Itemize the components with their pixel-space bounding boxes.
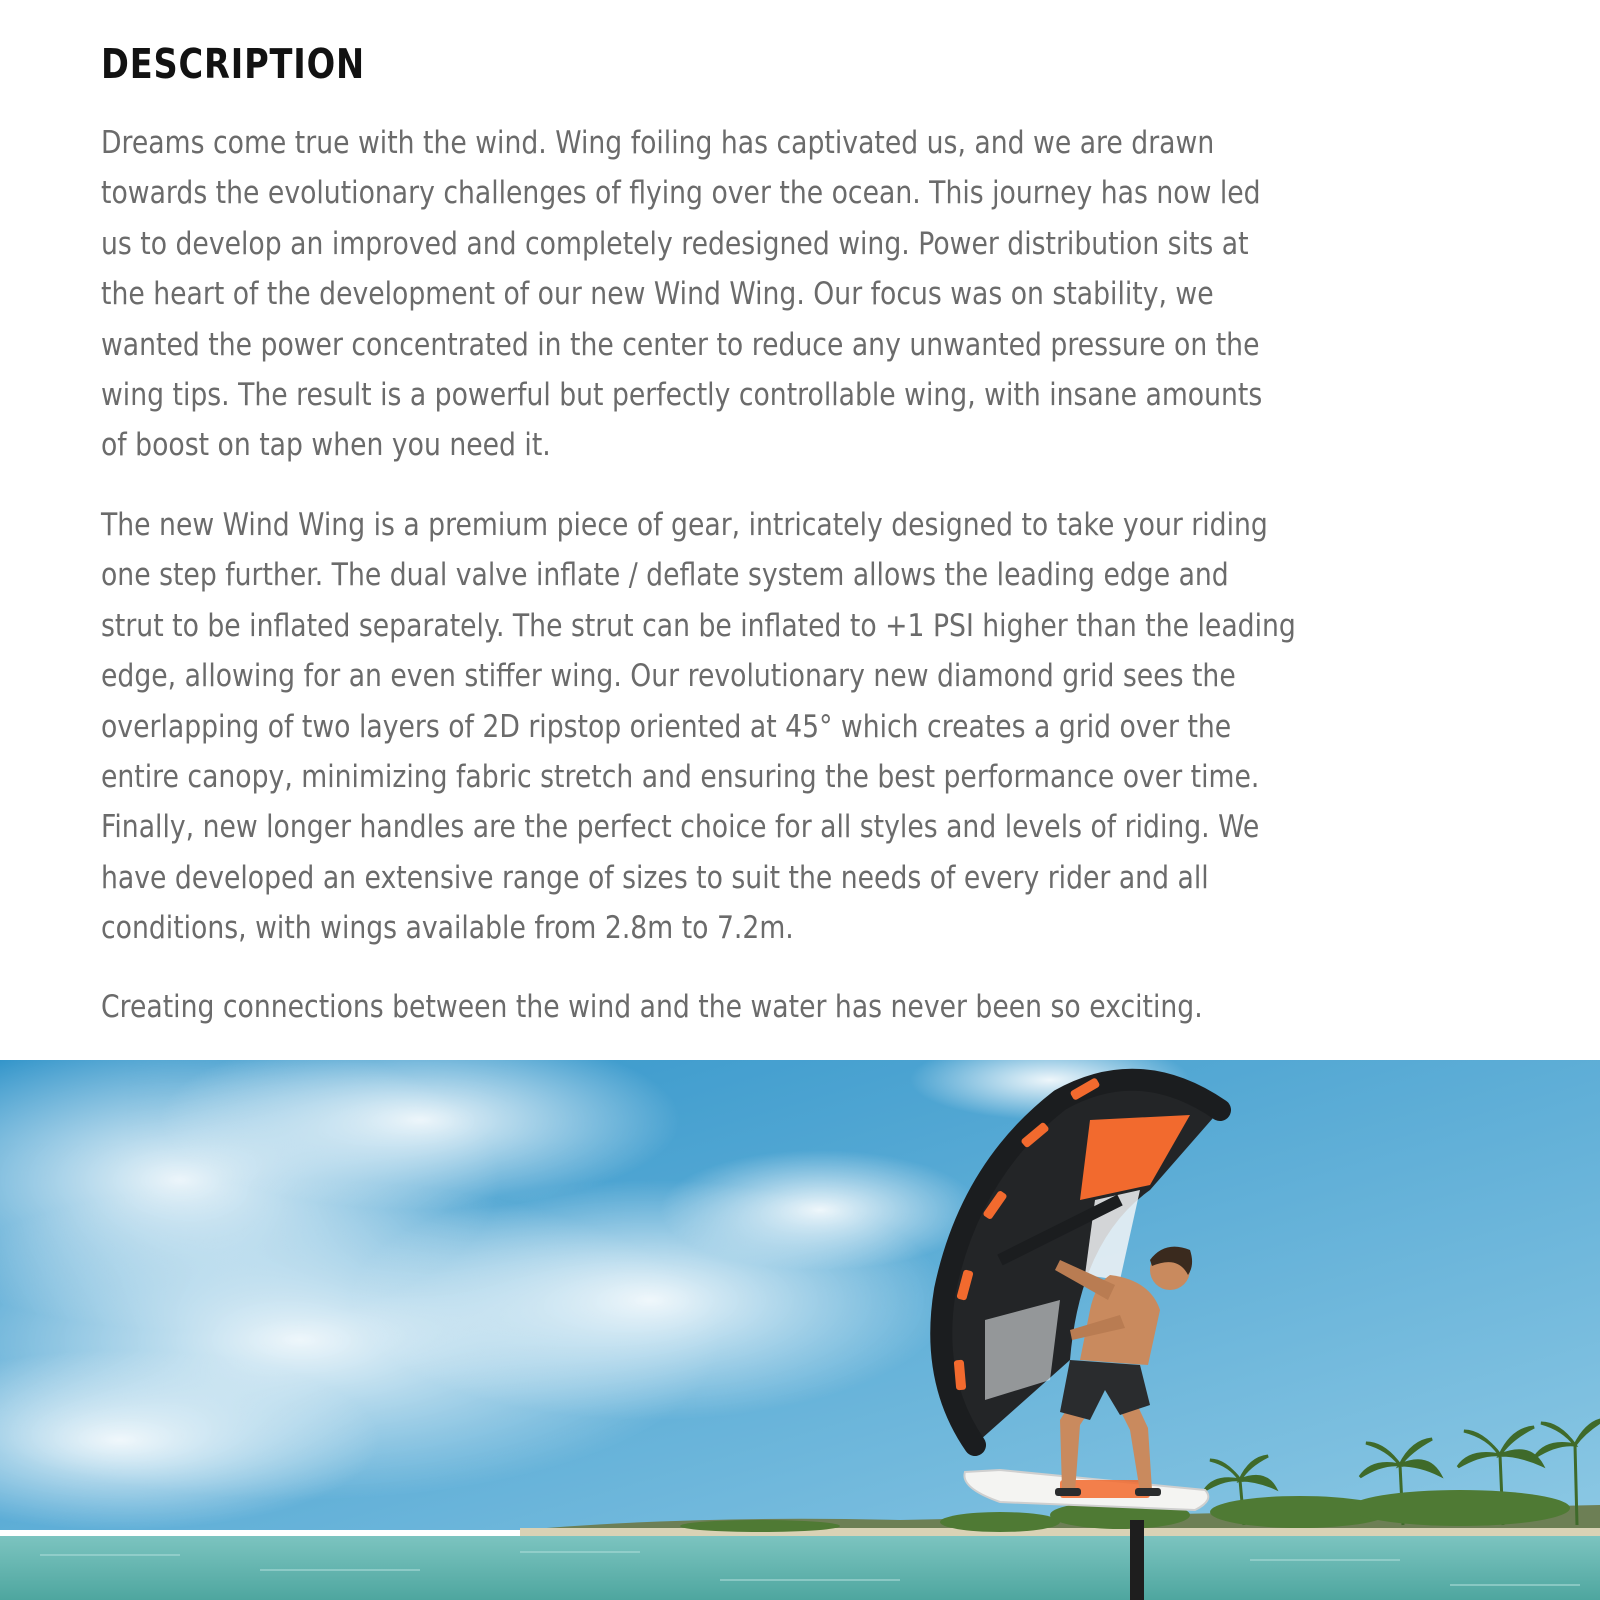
wing-foil-illustration — [0, 1060, 1600, 1600]
description-paragraph-2: The new Wind Wing is a premium piece of gear, intricately designed to take your riding one step further. The dual valve inflate / deflate system allows the leading edge and strut to be inflated separately. The strut can be inflated to +1 PSI higher than the leading edge, allowing for an even stiffer wing. Our revolutionary new diamond grid sees the overlapping of two layers of 2D ripstop oriented at 45° which creates a grid over the entire canopy, minimizing fabric stretch and ensuring the best performance over time. Finally, new longer handles are the perfect choice for all styles and levels of riding. We have developed an extensive range of sizes to suit the needs of every rider and all conditions, with wings available from 2.8m to 7.2m. — [101, 507, 1296, 947]
description-heading: DESCRIPTION — [101, 40, 365, 88]
description-paragraph-1: Dreams come true with the wind. Wing foiling has captivated us, and we are drawn towards the evolutionary challenges of flying over the ocean. This journey has now led us to develop an improved and completely redesigned wing. Power distribution sits at the heart of the development of our new Wind Wing. Our focus was on stability, we wanted the power concentrated in the center to reduce any unwanted pressure on the wing tips. The result is a powerful but perfectly controllable wing, with insane amounts of boost on tap when you need it. — [101, 125, 1263, 464]
sea — [0, 1536, 1600, 1600]
wing-foil-photo — [0, 1060, 1600, 1600]
foil-mast — [1130, 1520, 1144, 1600]
description-paragraph-3: Creating connections between the wind and the water has never been so exciting. — [101, 989, 1203, 1025]
